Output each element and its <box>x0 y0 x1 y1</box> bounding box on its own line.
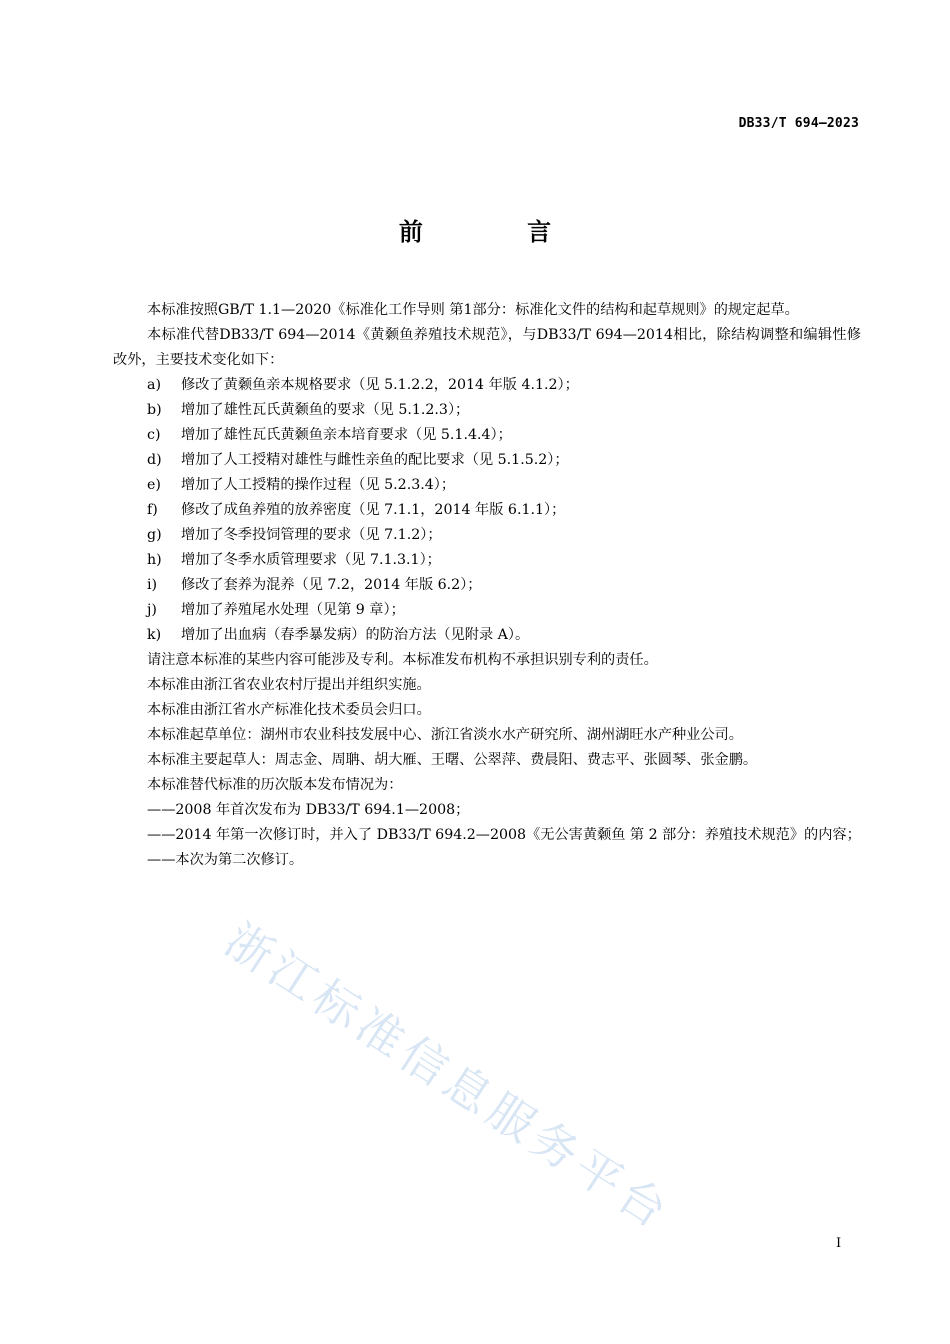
history-item: ——本次为第二次修订。 <box>147 852 304 868</box>
list-text: 修改了套养为混养（见 7.2，2014 年版 6.2）； <box>181 577 482 593</box>
list-label: k) <box>147 627 162 643</box>
list-item <box>113 473 861 498</box>
paragraph: 本标准按照GB/T 1.1—2020《标准化工作导则 第1部分：标准化文件的结构和起草规则》的规定起草。 <box>147 302 799 318</box>
list-item <box>113 498 861 523</box>
paragraph: 请注意本标准的某些内容可能涉及专利。本标准发布机构不承担识别专利的责任。 <box>147 652 658 668</box>
paragraph: 本标准由浙江省农业农村厅提出并组织实施。 <box>147 677 431 693</box>
list-label: j) <box>147 602 157 618</box>
list-item <box>113 423 861 448</box>
list-item <box>113 373 861 398</box>
list-text: 增加了人工授精的操作过程（见 5.2.3.4）； <box>181 477 456 493</box>
paragraph: 本标准主要起草人：周志金、周聃、胡大雁、王曙、公翠萍、费晨阳、费志平、张圆琴、张金鹏。 <box>147 752 758 768</box>
list-text: 修改了黄颡鱼亲本规格要求（见 5.1.2.2，2014 年版 4.1.2）； <box>181 377 579 393</box>
list-text: 增加了雄性瓦氏黄颡鱼的要求（见 5.1.2.3）； <box>181 402 470 418</box>
list-item <box>113 623 861 648</box>
list-label: h) <box>147 552 162 568</box>
foreword-body <box>113 298 861 873</box>
list-label: d) <box>147 452 162 468</box>
list-label: c) <box>147 427 161 443</box>
list-item <box>113 398 861 423</box>
list-item <box>113 573 861 598</box>
watermark: 浙江标准信息服务平台 <box>215 912 682 1242</box>
document-code: DB33/T 694—2023 <box>738 116 859 131</box>
history-item: ——2008 年首次发布为 DB33/T 694.1—2008； <box>147 802 470 818</box>
list-label: a) <box>147 377 161 393</box>
list-label: i) <box>147 577 158 593</box>
list-text: 增加了出血病（春季暴发病）的防治方法（见附录 A）。 <box>181 627 530 643</box>
list-item <box>113 598 861 623</box>
list-text: 增加了雄性瓦氏黄颡鱼亲本培育要求（见 5.1.4.4）； <box>181 427 512 443</box>
list-item <box>113 448 861 473</box>
list-item <box>113 548 861 573</box>
list-item <box>113 523 861 548</box>
list-label: b) <box>147 402 162 418</box>
list-text: 增加了人工授精对雄性与雌性亲鱼的配比要求（见 5.1.5.2）； <box>181 452 569 468</box>
page-title: 前 言 <box>398 218 600 246</box>
list-text: 增加了养殖尾水处理（见第 9 章）； <box>181 602 405 618</box>
list-label: f) <box>147 502 158 518</box>
history-item: ——2014 年第一次修订时，并入了 DB33/T 694.2—2008《无公害黄颡鱼 第 2 部分：养殖技术规范》的内容； <box>147 827 861 843</box>
list-text: 修改了成鱼养殖的放养密度（见 7.1.1，2014 年版 6.1.1）； <box>181 502 566 518</box>
list-label: e) <box>147 477 161 493</box>
page-number: I <box>836 1236 842 1251</box>
list-label: g) <box>147 527 162 543</box>
paragraph: 本标准由浙江省水产标准化技术委员会归口。 <box>147 702 431 718</box>
list-text: 增加了冬季投饲管理的要求（见 7.1.2）； <box>181 527 442 543</box>
paragraph: 本标准代替DB33/T 694—2014《黄颡鱼养殖技术规范》，与DB33/T 694—2014相比，除结构调整和编辑性修改外，主要技术变化如下： <box>113 327 861 368</box>
paragraph: 本标准替代标准的历次版本发布情况为： <box>147 777 403 793</box>
paragraph: 本标准起草单位：湖州市农业科技发展中心、浙江省淡水水产研究所、湖州湖旺水产种业公司。 <box>147 727 743 743</box>
list-text: 增加了冬季水质管理要求（见 7.1.3.1）； <box>181 552 441 568</box>
